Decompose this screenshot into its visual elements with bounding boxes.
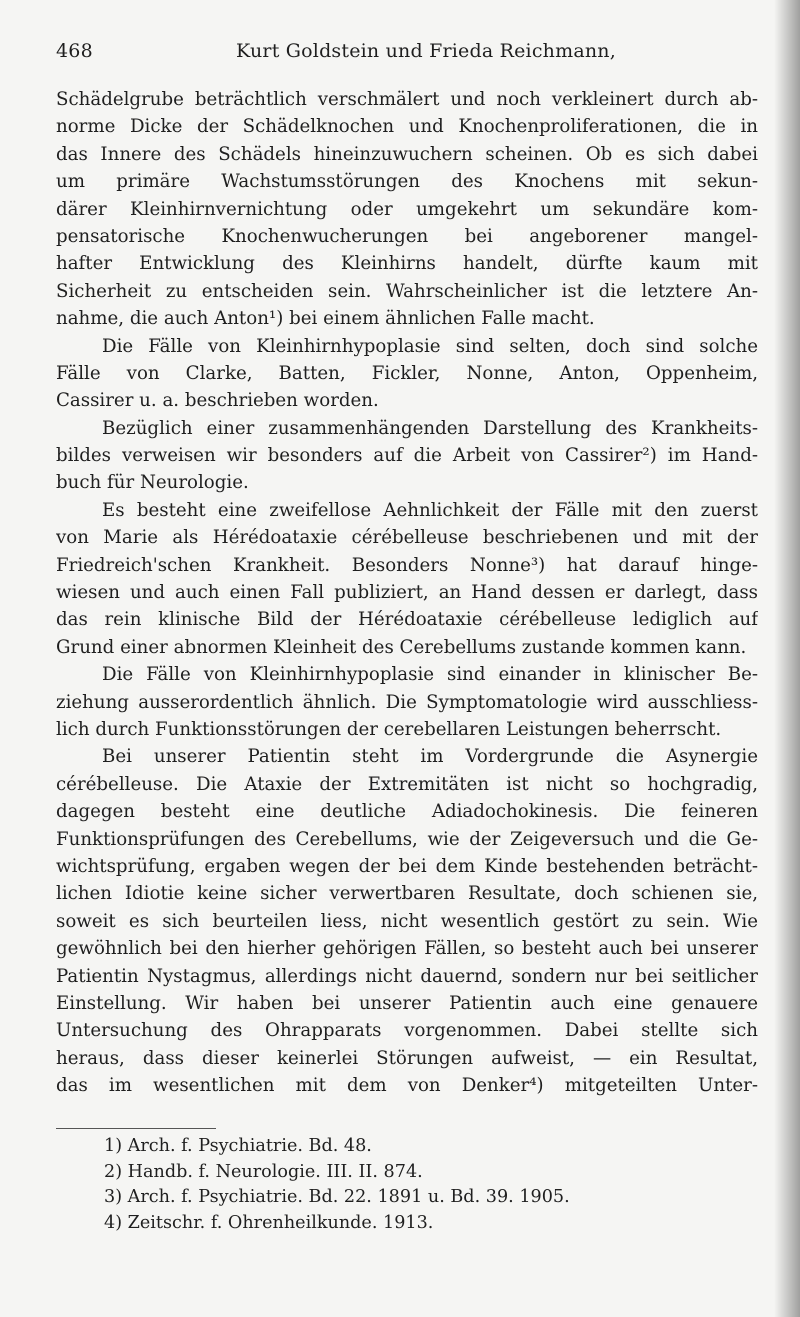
text-line: bildes verweisen wir besonders auf die Arbeit von Cassirer²) im Hand-	[56, 445, 758, 467]
page-number: 468	[56, 40, 93, 62]
text-line: von Marie als Hérédoataxie cérébelleuse beschriebenen und mit der	[56, 527, 758, 549]
paragraph-first-line: Die Fälle von Kleinhirnhypoplasie sind einander in klinischer Be-	[102, 664, 758, 686]
text-line: pensatorische Knochenwucherungen bei angeborener mangel-	[56, 225, 758, 247]
text-line: Untersuchung des Ohrapparats vorgenommen. Dabei stellte sich	[56, 1020, 758, 1042]
text-line: gewöhnlich bei den hierher gehörigen Fällen, so besteht auch bei unserer	[56, 938, 758, 960]
page-edge-shadow	[774, 0, 800, 1317]
text-line: buch für Neurologie.	[56, 472, 249, 494]
text-line: um primäre Wachstumsstörungen des Knochens mit sekun-	[56, 171, 758, 193]
text-line: lichen Idiotie keine sicher verwertbaren Resultate, doch schienen sie,	[56, 883, 758, 905]
text-line: Cassirer u. a. beschrieben worden.	[56, 390, 379, 412]
page-header	[56, 40, 756, 70]
text-line: soweit es sich beurteilen liess, nicht wesentlich gestört zu sein. Wie	[56, 910, 758, 932]
text-line: wichtsprüfung, ergaben wegen der bei dem Kinde bestehenden beträcht-	[56, 855, 758, 877]
text-line: wiesen und auch einen Fall publiziert, an Hand dessen er darlegt, dass	[56, 582, 758, 604]
text-line: Schädelgrube beträchtlich verschmälert und noch verkleinert durch ab-	[56, 89, 758, 110]
text-line: das rein klinische Bild der Hérédoataxie cérébelleuse lediglich auf	[56, 609, 758, 631]
text-line: Patientin Nystagmus, allerdings nicht dauernd, sondern nur bei seitlicher	[56, 965, 758, 987]
footnote-divider	[56, 1128, 216, 1129]
footnote: 1) Arch. f. Psychiatrie. Bd. 48.	[104, 1136, 372, 1156]
text-line: das im wesentlichen mit dem von Denker⁴) mitgeteilten Unter-	[56, 1075, 758, 1097]
footnote: 2) Handb. f. Neurologie. III. II. 874.	[104, 1161, 423, 1182]
text-line: nahme, die auch Anton¹) bei einem ähnlichen Falle macht.	[56, 308, 595, 330]
text-line: norme Dicke der Schädelknochen und Knochenproliferationen, die in	[56, 116, 758, 138]
text-line: Friedreich'schen Krankheit. Besonders Nonne³) hat darauf hinge-	[56, 554, 758, 576]
text-line: Sicherheit zu entscheiden sein. Wahrscheinlicher ist die letztere An-	[56, 280, 758, 302]
text-line: hafter Entwicklung des Kleinhirns handelt, dürfte kaum mit	[56, 253, 758, 275]
text-line: cérébelleuse. Die Ataxie der Extremitäten ist nicht so hochgradig,	[56, 773, 758, 795]
text-line: lich durch Funktionsstörungen der cerebellaren Leistungen beherrscht.	[56, 718, 722, 740]
text-line: das Innere des Schädels hineinzuwuchern scheinen. Ob es sich dabei	[56, 143, 758, 165]
paragraph-first-line: Es besteht eine zweifellose Aehnlichkeit der Fälle mit den zuerst	[102, 499, 758, 521]
footnote: 4) Zeitschr. f. Ohrenheilkunde. 1913.	[104, 1212, 434, 1233]
text-line: därer Kleinhirnvernichtung oder umgekehrt um sekundäre kom-	[56, 198, 758, 220]
footnotes	[104, 1134, 724, 1236]
paragraph-first-line: Die Fälle von Kleinhirnhypoplasie sind selten, doch sind solche	[102, 335, 758, 357]
running-title: Kurt Goldstein und Frieda Reichmann,	[236, 40, 616, 62]
paragraph-first-line: Bei unserer Patientin steht im Vordergrunde die Asynergie	[102, 746, 758, 768]
text-line: dagegen besteht eine deutliche Adiadochokinesis. Die feineren	[56, 801, 758, 823]
text-line: ziehung ausserordentlich ähnlich. Die Symptomatologie wird ausschliess-	[56, 691, 758, 713]
text-line: Fälle von Clarke, Batten, Fickler, Nonne, Anton, Oppenheim,	[56, 362, 758, 384]
footnote: 3) Arch. f. Psychiatrie. Bd. 22. 1891 u. Bd. 39. 1905.	[104, 1187, 570, 1207]
text-line: Funktionsprüfungen des Cerebellums, wie der Zeigeversuch und die Ge-	[56, 828, 758, 850]
text-line: heraus, dass dieser keinerlei Störungen aufweist, — ein Resultat,	[56, 1047, 758, 1069]
text-line: Grund einer abnormen Kleinheit des Cerebellums zustande kommen kann.	[56, 636, 747, 658]
text-line: Einstellung. Wir haben bei unserer Patientin auch eine genauere	[56, 992, 758, 1014]
body-text	[56, 86, 758, 1099]
paragraph-first-line: Bezüglich einer zusammenhängenden Darstellung des Krankheits-	[102, 417, 758, 439]
